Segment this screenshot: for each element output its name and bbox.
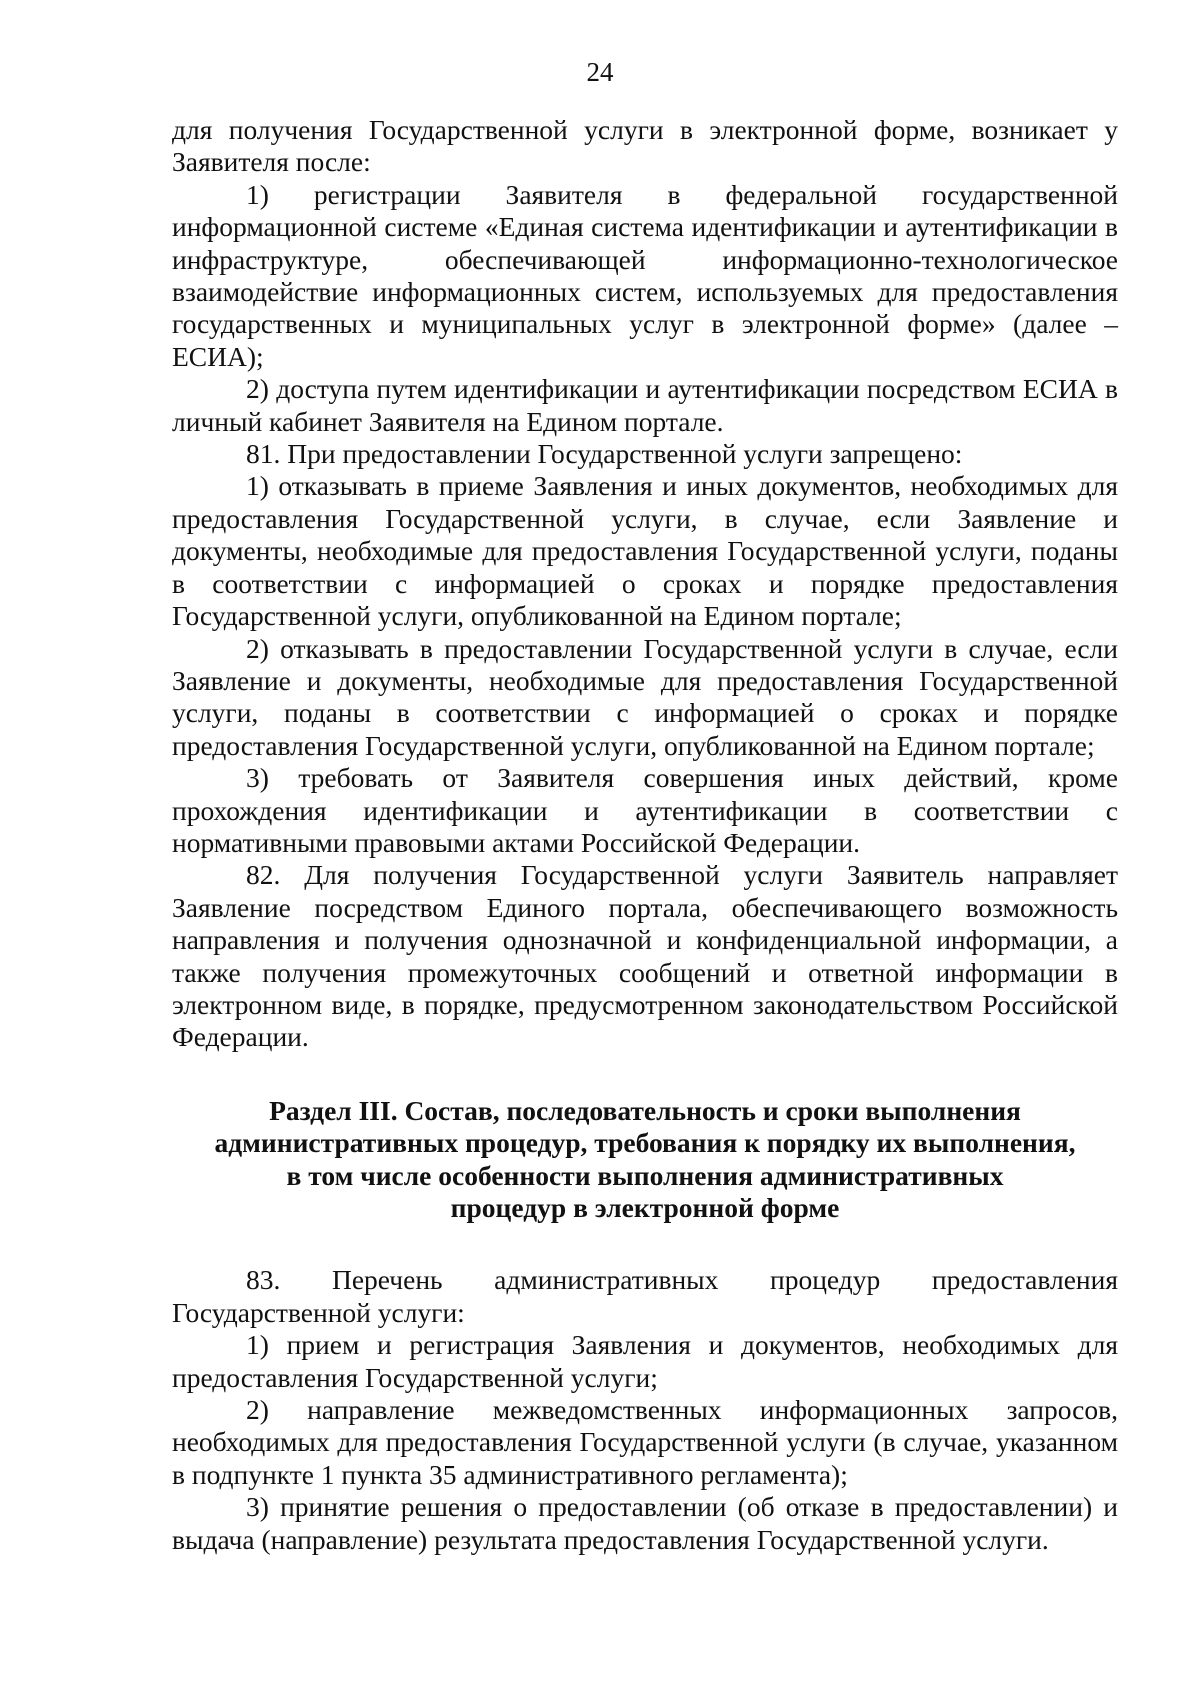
paragraph: 3) требовать от Заявителя совершения иных действий, кроме прохождения идентификации и аутентификации в соответствии с нормативными правовыми актами Российской Федерации. bbox=[172, 762, 1118, 858]
paragraph: 1) регистрации Заявителя в федеральной государственной информационной системе «Единая система идентификации и аутентификации в инфраструктуре, обеспечивающей информационно-технологическое взаимодействие информационных систем, используемых для предоставления государственных и муниципальных услуг в электронной форме» (далее – ЕСИА); bbox=[172, 178, 1118, 372]
section-heading-line: процедур в электронной форме bbox=[450, 1192, 840, 1223]
paragraph: для получения Государственной услуги в электронной форме, возникает у Заявителя после: bbox=[172, 114, 1118, 178]
paragraph: 2) доступа путем идентификации и аутентификации посредством ЕСИА в личный кабинет Заявителя на Едином портале. bbox=[172, 373, 1118, 437]
paragraph: 82. Для получения Государственной услуги Заявитель направляет Заявление посредством Единого портала, обеспечивающего возможность направления и получения однозначной и конфиденциальной информации, а также получения промежуточных сообщений и ответной информации в электронном виде, в порядке, предусмотренном законодательством Российской Федерации. bbox=[172, 859, 1118, 1053]
paragraph: 2) отказывать в предоставлении Государственной услуги в случае, если Заявление и документы, необходимые для предоставления Государственной услуги, поданы в соответствии с информацией о сроках и порядке предоставления Государственной услуги, опубликованной на Едином портале; bbox=[172, 632, 1118, 761]
section-heading-line: административных процедур, требования к порядку их выполнения, bbox=[214, 1127, 1076, 1159]
paragraph: 1) прием и регистрация Заявления и документов, необходимых для предоставления Государственной услуги; bbox=[172, 1329, 1118, 1393]
paragraph: 83. Перечень административных процедур предоставления Государственной услуги: bbox=[172, 1264, 1118, 1328]
paragraph: 81. При предоставлении Государственной услуги запрещено: bbox=[246, 438, 963, 470]
paragraph: 2) направление межведомственных информационных запросов, необходимых для предоставления Государственной услуги (в случае, указанном в подпункте 1 пункта 35 административного регламента); bbox=[172, 1394, 1118, 1490]
section-heading-line: в том числе особенности выполнения административных bbox=[286, 1159, 1004, 1191]
section-heading bbox=[172, 1095, 1118, 1225]
document-body bbox=[172, 114, 1118, 1556]
section-heading-line: Раздел III. Состав, последовательность и сроки выполнения bbox=[269, 1094, 1021, 1126]
paragraph: 3) принятие решения о предоставлении (об отказе в предоставлении) и выдача (направление) результата предоставления Государственной услуги. bbox=[172, 1491, 1118, 1555]
paragraphs-before-section bbox=[172, 114, 1118, 1054]
page-number: 24 bbox=[586, 57, 614, 87]
paragraphs-after-section bbox=[172, 1264, 1118, 1556]
paragraph: 1) отказывать в приеме Заявления и иных документов, необходимых для предоставления Государственной услуги, в случае, если Заявление и документы, необходимые для предоставления Государственной услуги, поданы в соответствии с информацией о сроках и порядке предоставления Государственной услуги, опубликованной на Едином портале; bbox=[172, 470, 1118, 632]
